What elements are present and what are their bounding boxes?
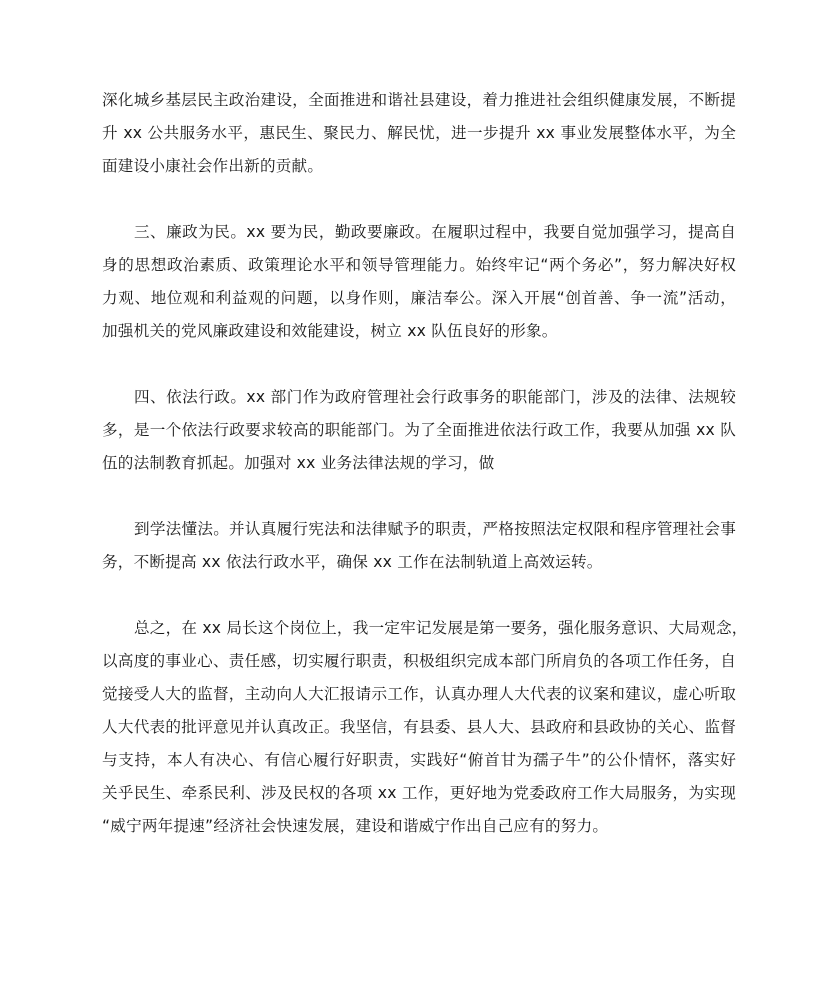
text-line: 加强机关的党风廉政建设和效能建设，树立 xx 队伍良好的形象。 <box>102 322 558 340</box>
paragraph <box>102 385 736 484</box>
text-line: 总之，在 xx 局长这个岗位上，我一定牢记发展是第一要务，强化服务意识、大局观念， <box>134 619 748 637</box>
paragraph <box>102 220 736 352</box>
text-line: 关乎民生、牵系民利、涉及民权的各项 xx 工作，更好地为党委政府工作大局服务，为实现 <box>102 784 736 802</box>
text-line: 觉接受人大的监督，主动向人大汇报请示工作，认真办理人大代表的议案和建议，虚心听取 <box>102 685 736 703</box>
paragraph <box>102 517 736 583</box>
document-page <box>102 88 748 880</box>
text-line: 身的思想政治素质、政策理论水平和领导管理能力。始终牢记“两个务必”，努力解决好权 <box>102 256 736 274</box>
paragraph <box>102 88 736 187</box>
text-line: 面建设小康社会作出新的贡献。 <box>102 157 324 175</box>
text-line: 务，不断提高 xx 依法行政水平，确保 xx 工作在法制轨道上高效运转。 <box>102 553 603 571</box>
text-line: 三、廉政为民。xx 要为民，勤政要廉政。在履职过程中，我要自觉加强学习，提高自 <box>134 223 736 241</box>
text-line: 人大代表的批评意见并认真改正。我坚信，有县委、县人大、县政府和县政协的关心、监督 <box>102 718 736 736</box>
text-line: 深化城乡基层民主政治建设，全面推进和谐社县建设，着力推进社会组织健康发展，不断提 <box>102 91 736 109</box>
text-line: 与支持，本人有决心、有信心履行好职责，实践好“俯首甘为孺子牛”的公仆情怀，落实好 <box>102 751 736 769</box>
text-line: “威宁两年提速”经济社会快速发展，建设和谐威宁作出自己应有的努力。 <box>102 817 609 835</box>
text-line: 力观、地位观和利益观的问题，以身作则，廉洁奉公。深入开展“创首善、争一流”活动， <box>102 289 736 307</box>
text-line: 到学法懂法。并认真履行宪法和法律赋予的职责，严格按照法定权限和程序管理社会事 <box>134 520 736 538</box>
text-line: 多，是一个依法行政要求较高的职能部门。为了全面推进依法行政工作，我要从加强 xx 队 <box>102 421 736 439</box>
text-line: 升 xx 公共服务水平，惠民生、聚民力、解民忧，进一步提升 xx 事业发展整体水平，为全 <box>102 124 736 142</box>
text-line: 伍的法制教育抓起。加强对 xx 业务法律法规的学习，做 <box>102 454 495 472</box>
text-line: 以高度的事业心、责任感，切实履行职责，积极组织完成本部门所肩负的各项工作任务，自 <box>102 652 736 670</box>
paragraph <box>102 616 748 847</box>
text-line: 四、依法行政。xx 部门作为政府管理社会行政事务的职能部门，涉及的法律、法规较 <box>134 388 736 406</box>
